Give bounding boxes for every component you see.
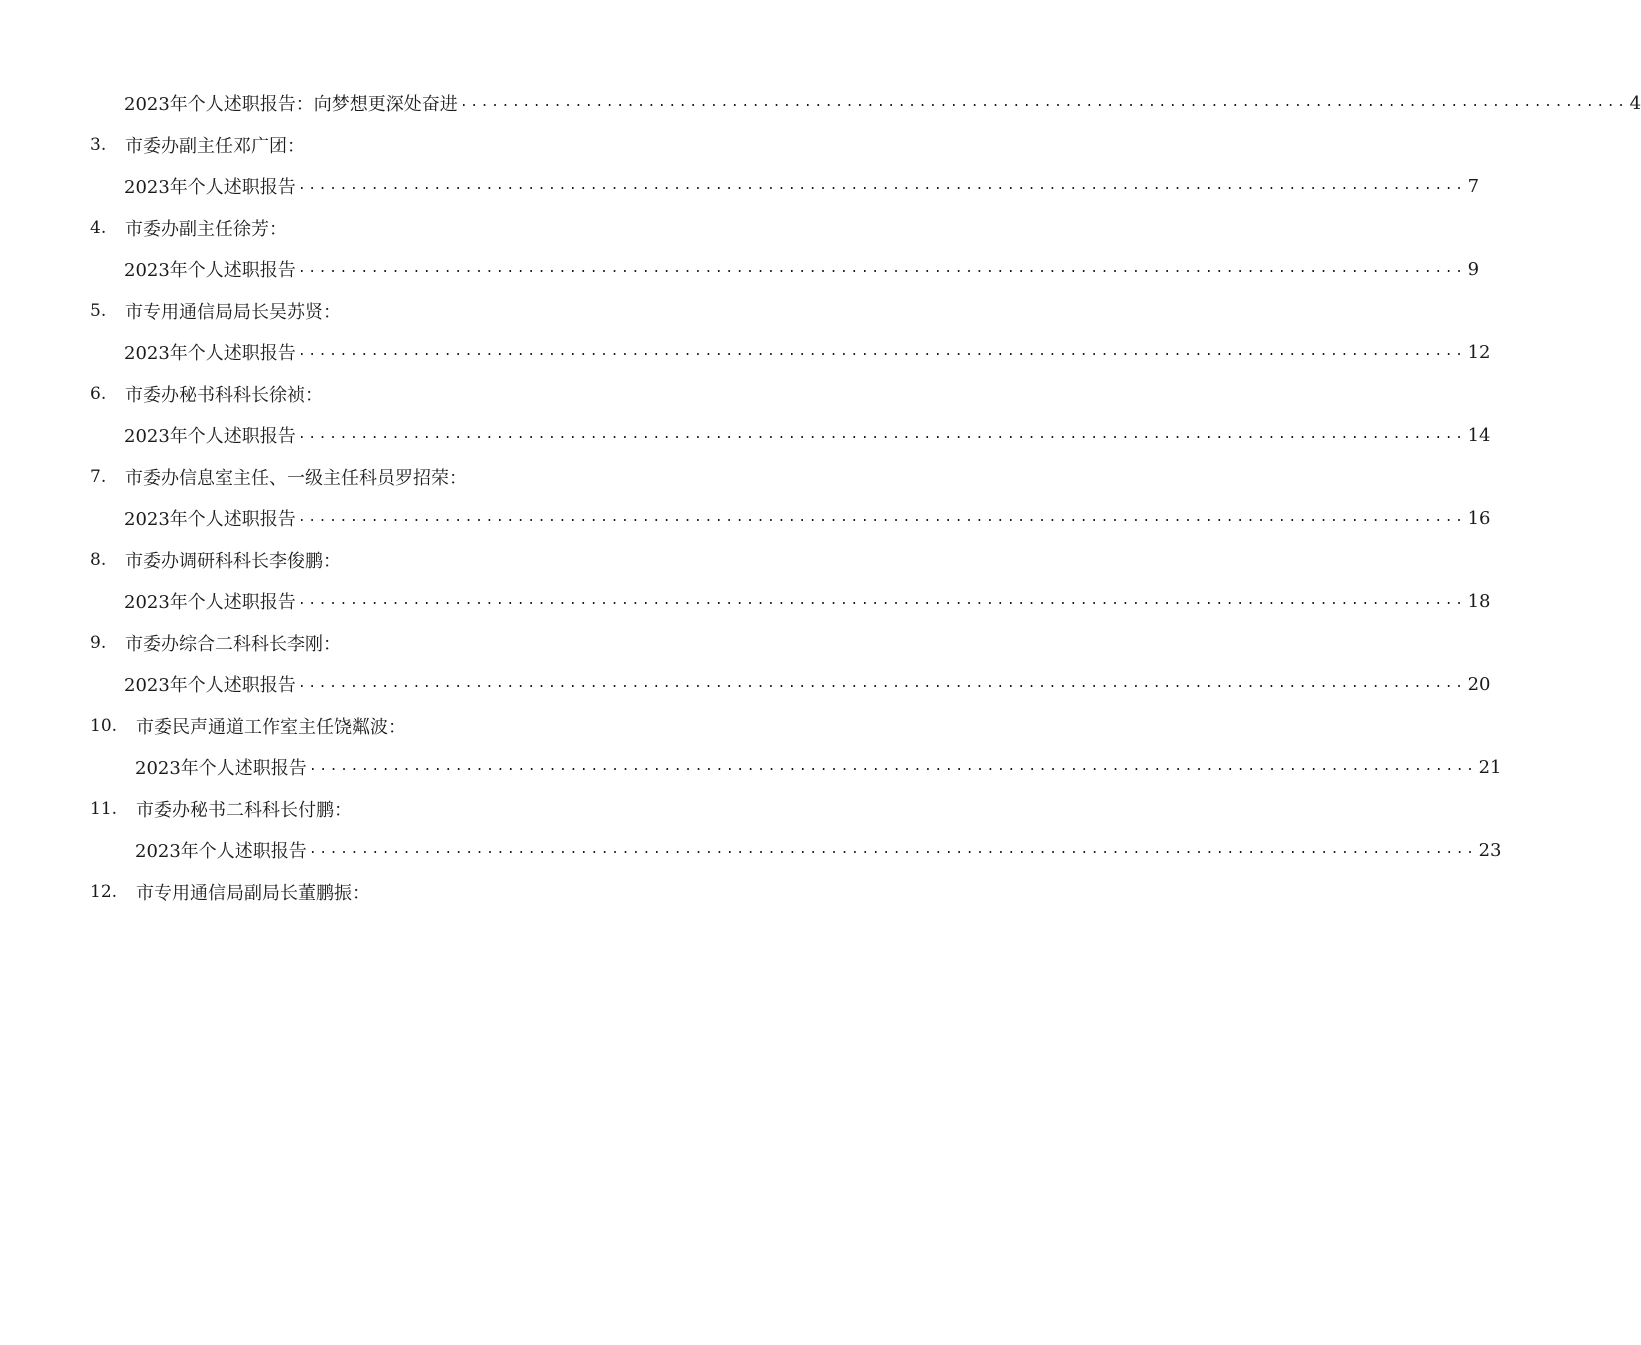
toc-section-heading-text: 市委办秘书科科长徐祯： — [125, 384, 323, 406]
toc-entry[interactable] — [124, 332, 1491, 372]
toc-leader-dots: ................................................................................................................ — [297, 427, 1466, 442]
toc-section-heading-text: 市专用通信局局长吴苏贤： — [125, 301, 341, 323]
toc-entry-title: 2023年个人述职报告：向梦想更深处奋进 — [124, 94, 458, 115]
toc-entry[interactable] — [124, 581, 1491, 621]
toc-section-heading[interactable] — [90, 374, 323, 414]
toc-entry-title: 2023年个人述职报告 — [124, 426, 296, 447]
toc-leader-dots: ................................................................................................................ — [308, 842, 1477, 857]
toc-leader-dots: ................................................................................................................ — [297, 261, 1466, 276]
toc-section-heading[interactable] — [90, 789, 352, 829]
toc-page-number: 7 — [1467, 175, 1480, 197]
toc-page-number: 16 — [1467, 507, 1491, 529]
toc-page-number: 18 — [1467, 590, 1491, 612]
toc-page-number: 21 — [1478, 756, 1502, 778]
toc-section-heading-text: 市专用通信局副局长董鹏振： — [136, 882, 370, 904]
toc-section — [90, 872, 860, 914]
toc-page-number: 4 — [1629, 92, 1641, 114]
toc-section-number: 3. — [90, 134, 107, 155]
toc-leader-dots: ................................................................................................................ — [297, 344, 1466, 359]
toc-leader-dots: ................................................................................................................ — [459, 95, 1628, 110]
toc-section-heading-text: 市委办综合二科科长李刚： — [125, 633, 341, 655]
toc-section — [90, 457, 1491, 540]
toc-section-number: 4. — [90, 217, 107, 238]
toc-section — [90, 789, 1502, 872]
toc-section-heading-text: 市委办调研科科长李俊鹏： — [125, 550, 341, 572]
toc-section — [90, 291, 1491, 374]
toc-entry-title: 2023年个人述职报告 — [124, 260, 296, 281]
toc-entry[interactable] — [124, 664, 1491, 704]
toc-section-heading[interactable] — [90, 457, 467, 497]
toc-section-number: 5. — [90, 300, 107, 321]
toc-section-heading[interactable] — [90, 208, 287, 248]
toc-section-heading[interactable] — [90, 125, 305, 165]
toc-section-number: 12. — [90, 881, 118, 902]
toc-entry-row — [90, 83, 1641, 125]
toc-page-number: 14 — [1467, 424, 1491, 446]
toc-section-number: 8. — [90, 549, 107, 570]
toc-section-heading[interactable] — [90, 872, 370, 912]
toc-entry-title: 2023年个人述职报告 — [124, 592, 296, 613]
toc-section-number: 7. — [90, 466, 107, 487]
toc-page-number: 9 — [1467, 258, 1480, 280]
toc-page-number: 12 — [1467, 341, 1491, 363]
toc-section-heading[interactable] — [90, 706, 406, 746]
toc-entry-title: 2023年个人述职报告 — [135, 841, 307, 862]
toc-section-heading[interactable] — [90, 540, 341, 580]
toc-section-heading[interactable] — [90, 623, 341, 663]
toc-leader-dots: ................................................................................................................ — [297, 510, 1466, 525]
toc-section-number: 11. — [90, 798, 118, 819]
toc-section-heading-text: 市委办副主任邓广团： — [125, 135, 305, 157]
toc-section — [90, 208, 1480, 291]
toc-leader-dots: ................................................................................................................ — [297, 676, 1466, 691]
toc-section-number: 10. — [90, 715, 118, 736]
toc-section-heading-text: 市委办秘书二科科长付鹏： — [136, 799, 352, 821]
toc-entry-title: 2023年个人述职报告 — [124, 675, 296, 696]
toc-page-number: 20 — [1467, 673, 1491, 695]
toc-section — [90, 706, 1502, 789]
toc-section — [90, 374, 1491, 457]
toc-section — [90, 540, 1491, 623]
toc-leader-dots: ................................................................................................................ — [308, 759, 1477, 774]
toc-section — [90, 125, 1480, 208]
toc-entry-title: 2023年个人述职报告 — [124, 343, 296, 364]
toc-entry[interactable] — [124, 83, 1641, 123]
toc-page-number: 23 — [1478, 839, 1502, 861]
toc-leader-dots: ................................................................................................................ — [297, 178, 1466, 193]
toc-section-number: 6. — [90, 383, 107, 404]
toc-entry[interactable] — [124, 498, 1491, 538]
toc-entry-title: 2023年个人述职报告 — [135, 758, 307, 779]
toc-entry-title: 2023年个人述职报告 — [124, 509, 296, 530]
toc-entry-title: 2023年个人述职报告 — [124, 177, 296, 198]
toc-section-heading-text: 市委办副主任徐芳： — [125, 218, 287, 240]
toc-entry[interactable] — [135, 830, 1502, 870]
table-of-contents — [90, 83, 1641, 913]
toc-section-heading-text: 市委办信息室主任、一级主任科员罗招荣： — [125, 467, 467, 489]
toc-section-number: 9. — [90, 632, 107, 653]
toc-entry[interactable] — [135, 747, 1502, 787]
toc-entry[interactable] — [124, 415, 1491, 455]
toc-leader-dots: ................................................................................................................ — [297, 593, 1466, 608]
toc-section-heading[interactable] — [90, 291, 341, 331]
toc-section-heading-text: 市委民声通道工作室主任饶粼波： — [136, 716, 406, 738]
toc-entry[interactable] — [124, 249, 1480, 289]
toc-section — [90, 623, 1491, 706]
toc-entry[interactable] — [124, 166, 1480, 206]
